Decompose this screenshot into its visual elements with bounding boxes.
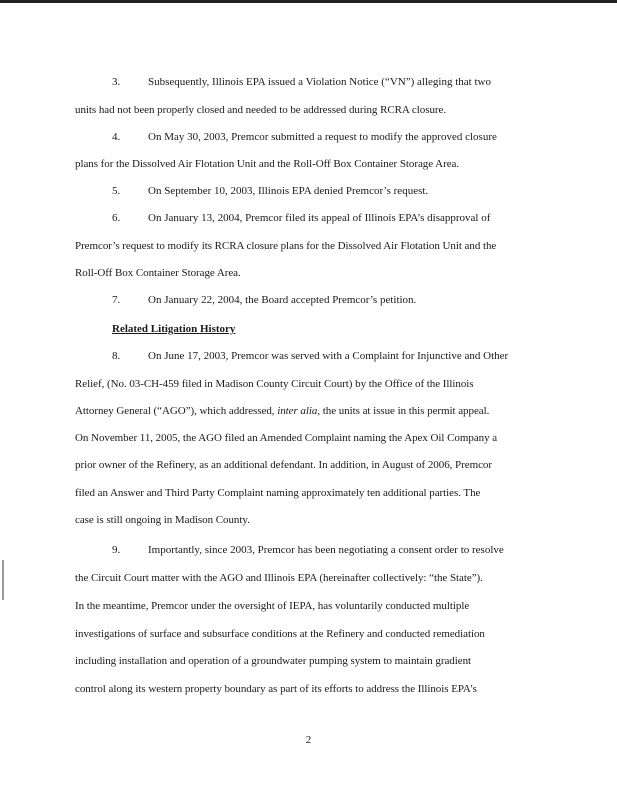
paragraph-text: case is still ongoing in Madison County. [75,514,250,526]
paragraph-text [75,405,545,418]
paragraph-text: including installation and operation of a groundwater pumping system to maintain gradient [75,655,472,667]
text-segment: , the units at issue in this permit appeal. [317,405,490,417]
paragraph-text: Roll-Off Box Container Storage Area. [75,267,241,279]
paragraph-text: On January 13, 2004, Premcor filed its appeal of Illinois EPA’s disapproval of [148,212,491,224]
italic-term: inter alia [277,405,318,417]
paragraph-text: Importantly, since 2003, Premcor has been negotiating a consent order to resolve [148,544,504,556]
paragraph-text: plans for the Dissolved Air Flotation Unit and the Roll-Off Box Container Storage Area. [75,158,460,170]
paragraph-text: On September 10, 2003, Illinois EPA denied Premcor’s request. [148,185,429,197]
paragraph-number: 9. [112,544,121,556]
text-segment: Attorney General (“AGO”), which addressed, [75,405,278,417]
paragraph-number: 7. [112,294,121,306]
paragraph-text: prior owner of the Refinery, as an additional defendant. In addition, in August of 2006, Premcor [75,459,492,471]
paragraph-number: 6. [112,212,121,224]
paragraph-text: investigations of surface and subsurface conditions at the Refinery and conducted remediation [75,628,485,640]
page-number: 2 [305,734,312,746]
paragraph-text: Premcor’s request to modify its RCRA closure plans for the Dissolved Air Flotation Unit and the [75,240,497,252]
paragraph-text: units had not been properly closed and needed to be addressed during RCRA closure. [75,104,447,116]
paragraph-text: Relief, (No. 03-CH-459 filed in Madison County Circuit Court) by the Office of the Illinois [75,378,474,390]
paragraph-number: 8. [112,350,121,362]
paragraph-text: Subsequently, Illinois EPA issued a Violation Notice (“VN”) alleging that two [148,76,491,88]
paragraph-number: 4. [112,131,121,143]
paragraph-text: On June 17, 2003, Premcor was served with a Complaint for Injunctive and Other [148,350,509,362]
paragraph-text: On May 30, 2003, Premcor submitted a request to modify the approved closure [148,131,497,143]
section-heading: Related Litigation History [112,323,236,335]
paragraph-text: On January 22, 2004, the Board accepted Premcor’s petition. [148,294,417,306]
paragraph-text: On November 11, 2005, the AGO filed an Amended Complaint naming the Apex Oil Company a [75,432,498,444]
paragraph-text: In the meantime, Premcor under the oversight of IEPA, has voluntarily conducted multiple [75,600,470,612]
paragraph-text: the Circuit Court matter with the AGO and Illinois EPA (hereinafter collectively: “the State”). [75,572,483,584]
paragraph-number: 3. [112,76,121,88]
paragraph-text: filed an Answer and Third Party Complaint naming approximately ten additional parties. The [75,487,481,499]
paragraph-text: control along its western property boundary as part of its efforts to address the Illinois EPA’s [75,683,477,695]
paragraph-number: 5. [112,185,121,197]
